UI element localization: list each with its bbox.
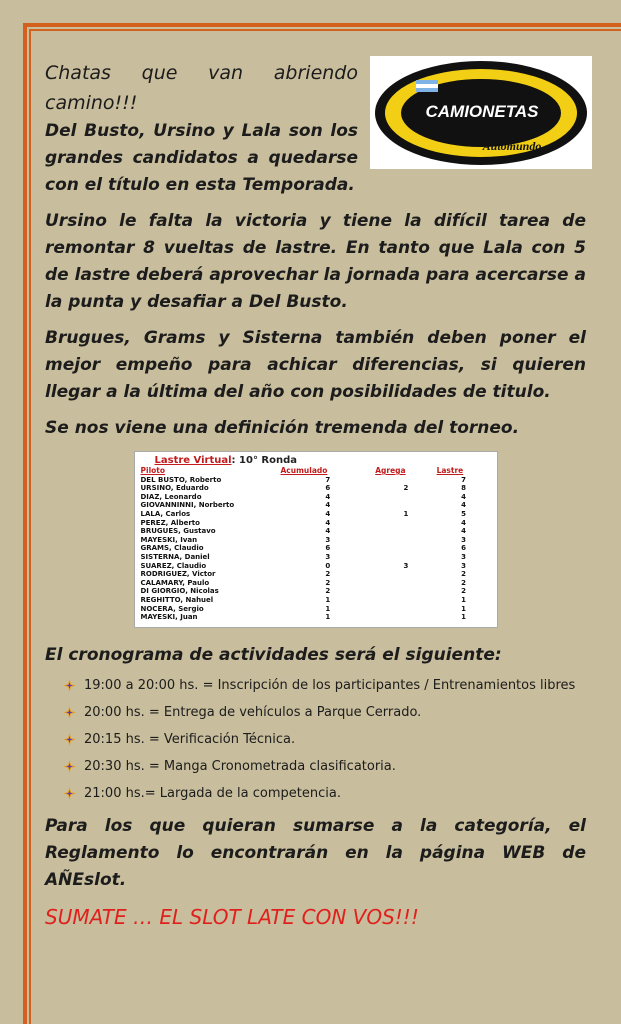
table-cell: 4 xyxy=(325,501,331,510)
table-cell xyxy=(375,570,436,579)
table-row xyxy=(141,596,491,605)
table-cell: 6 xyxy=(461,544,466,553)
table-cell: PEREZ, Alberto xyxy=(140,518,200,527)
table-cell: SUAREZ, Claudio xyxy=(140,561,207,570)
header-agrega: Agrega xyxy=(375,466,406,475)
closing-slogan: SUMATE … EL SLOT LATE CON VOS!!! xyxy=(45,905,419,929)
paragraph-4: Se nos viene una definición tremenda del torneo. xyxy=(45,418,520,438)
table-cell xyxy=(375,596,436,605)
table-cell: 4 xyxy=(325,518,331,527)
table-cell: 6 xyxy=(325,544,331,553)
table-cell: 5 xyxy=(461,509,466,518)
table-row xyxy=(141,476,491,485)
table-cell xyxy=(375,536,436,545)
table-cell: BRUGUES, Gustavo xyxy=(140,527,216,536)
table-cell: GRAMS, Claudio xyxy=(140,544,204,553)
table-cell: CALAMARY, Paulo xyxy=(140,578,210,587)
table-cell: 2 xyxy=(403,484,409,493)
table-row xyxy=(141,562,491,571)
table-cell: 3 xyxy=(461,561,466,570)
table-title: Lastre Virtual: 10° Ronda xyxy=(154,455,298,466)
table-cell: 4 xyxy=(461,492,466,501)
table-cell xyxy=(375,527,436,536)
table-cell: 1 xyxy=(461,613,466,622)
camionetas-logo-icon xyxy=(372,58,590,168)
table-cell: 7 xyxy=(461,475,466,484)
table-cell: 2 xyxy=(325,578,331,587)
table-cell: 4 xyxy=(461,501,466,510)
list-item: 20:00 hs. = Entrega de vehículos a Parque Cerrado. xyxy=(63,705,586,720)
table-cell: 4 xyxy=(461,518,466,527)
paragraph-3: Brugues, Grams y Sisterna también deben poner el mejor empeño para achicar diferencias, si quieren llegar a la última del año con posibilidades de titulo. xyxy=(45,328,586,402)
bullet-icon xyxy=(63,679,76,692)
table-cell: 1 xyxy=(461,595,466,604)
table-row xyxy=(141,605,491,614)
table-cell: 0 xyxy=(325,561,331,570)
table-cell: 3 xyxy=(461,552,466,561)
table-cell: 2 xyxy=(461,587,466,596)
table-cell xyxy=(375,519,436,528)
table-row xyxy=(141,510,491,519)
bullet-icon xyxy=(63,733,76,746)
table-cell: 2 xyxy=(461,578,466,587)
table-row xyxy=(141,553,491,562)
table-row xyxy=(141,493,491,502)
table-cell: LALA, Carlos xyxy=(140,509,191,518)
table-cell: REGHITTO, Nahuel xyxy=(140,595,214,604)
schedule-intro: El cronograma de actividades será el siguiente: xyxy=(45,645,502,665)
table-cell: 4 xyxy=(461,527,466,536)
table-cell xyxy=(375,579,436,588)
header-lastre: Lastre xyxy=(436,466,464,475)
bullet-icon xyxy=(63,787,76,800)
footer-paragraph: Para los que quieran sumarse a la categoría, el Reglamento lo encontrarán en la página WEB de AÑEslot. xyxy=(45,816,586,890)
table-cell: GIOVANNINNI, Norberto xyxy=(140,501,235,510)
table-cell: SISTERNA, Daniel xyxy=(140,552,210,561)
header-acumulado: Acumulado xyxy=(280,466,328,475)
table-cell xyxy=(375,605,436,614)
table-cell xyxy=(375,587,436,596)
table-cell: 6 xyxy=(325,484,331,493)
table-cell: 1 xyxy=(325,613,331,622)
table-cell: DI GIORGIO, Nicolas xyxy=(140,587,219,596)
table-cell: 7 xyxy=(325,475,331,484)
table-row xyxy=(141,579,491,588)
table-cell: NOCERA, Sergio xyxy=(140,604,204,613)
table-cell: 3 xyxy=(461,535,466,544)
table-row xyxy=(141,587,491,596)
table-cell: 4 xyxy=(325,527,331,536)
table-cell xyxy=(375,544,436,553)
table-cell: 3 xyxy=(325,552,331,561)
table-row xyxy=(141,484,491,493)
table-row xyxy=(141,544,491,553)
table-cell: 1 xyxy=(403,509,409,518)
table-row xyxy=(141,519,491,528)
table-cell: DEL BUSTO, Roberto xyxy=(140,475,222,484)
lastre-table-image xyxy=(134,451,498,628)
table-cell: 2 xyxy=(325,587,331,596)
list-item: 20:30 hs. = Manga Cronometrada clasificatoria. xyxy=(63,759,586,774)
table-cell: URSINO, Eduardo xyxy=(140,484,209,493)
table-cell: 1 xyxy=(461,604,466,613)
table-cell: 8 xyxy=(461,484,466,493)
table-cell xyxy=(375,501,436,510)
table-row xyxy=(141,501,491,510)
table-cell: 1 xyxy=(325,604,331,613)
header-piloto: Piloto xyxy=(140,466,166,475)
table-cell: 4 xyxy=(325,509,331,518)
list-item: 19:00 a 20:00 hs. = Inscripción de los participantes / Entrenamientos libres xyxy=(63,678,586,693)
table-cell: 1 xyxy=(325,595,331,604)
table-row xyxy=(141,536,491,545)
table-cell: 3 xyxy=(325,535,331,544)
bullet-icon xyxy=(63,760,76,773)
table-row xyxy=(141,570,491,579)
table-cell xyxy=(375,493,436,502)
table-cell xyxy=(375,553,436,562)
list-item: 21:00 hs.= Largada de la competencia. xyxy=(63,786,586,801)
table-cell: 2 xyxy=(461,570,466,579)
paragraph-2: Ursino le falta la victoria y tiene la difícil tarea de remontar 8 vueltas de lastre. En tanto que Lala con 5 de lastre deberá aprovechar la jornada para acercarse a la punta y desafiar a Del Busto. xyxy=(45,211,586,312)
table-cell: 4 xyxy=(325,492,331,501)
logo-subtext: Automundo xyxy=(482,138,542,153)
table-cell xyxy=(375,613,436,622)
bullet-icon xyxy=(63,706,76,719)
lastre-table xyxy=(141,467,491,622)
table-cell: DIAZ, Leonardo xyxy=(140,492,202,501)
article-title: Chatas que van abriendo camino!!! xyxy=(45,62,358,114)
table-row xyxy=(141,527,491,536)
table-cell: 2 xyxy=(325,570,331,579)
article xyxy=(45,58,586,940)
table-cell: 3 xyxy=(403,561,409,570)
camionetas-logo xyxy=(370,56,592,169)
table-cell xyxy=(375,476,436,485)
table-row xyxy=(141,613,491,622)
table-cell: MAYESKI, Ivan xyxy=(140,535,198,544)
schedule-list xyxy=(45,678,586,801)
list-item: 20:15 hs. = Verificación Técnica. xyxy=(63,732,586,747)
logo-text: CAMIONETAS xyxy=(425,101,539,121)
table-cell: RODRIGUEZ, Victor xyxy=(140,570,216,579)
table-cell: MAYESKI, Juan xyxy=(140,613,198,622)
paragraph-1: Del Busto, Ursino y Lala son los grandes candidatos a quedarse con el título en esta Temporada. xyxy=(45,121,358,195)
